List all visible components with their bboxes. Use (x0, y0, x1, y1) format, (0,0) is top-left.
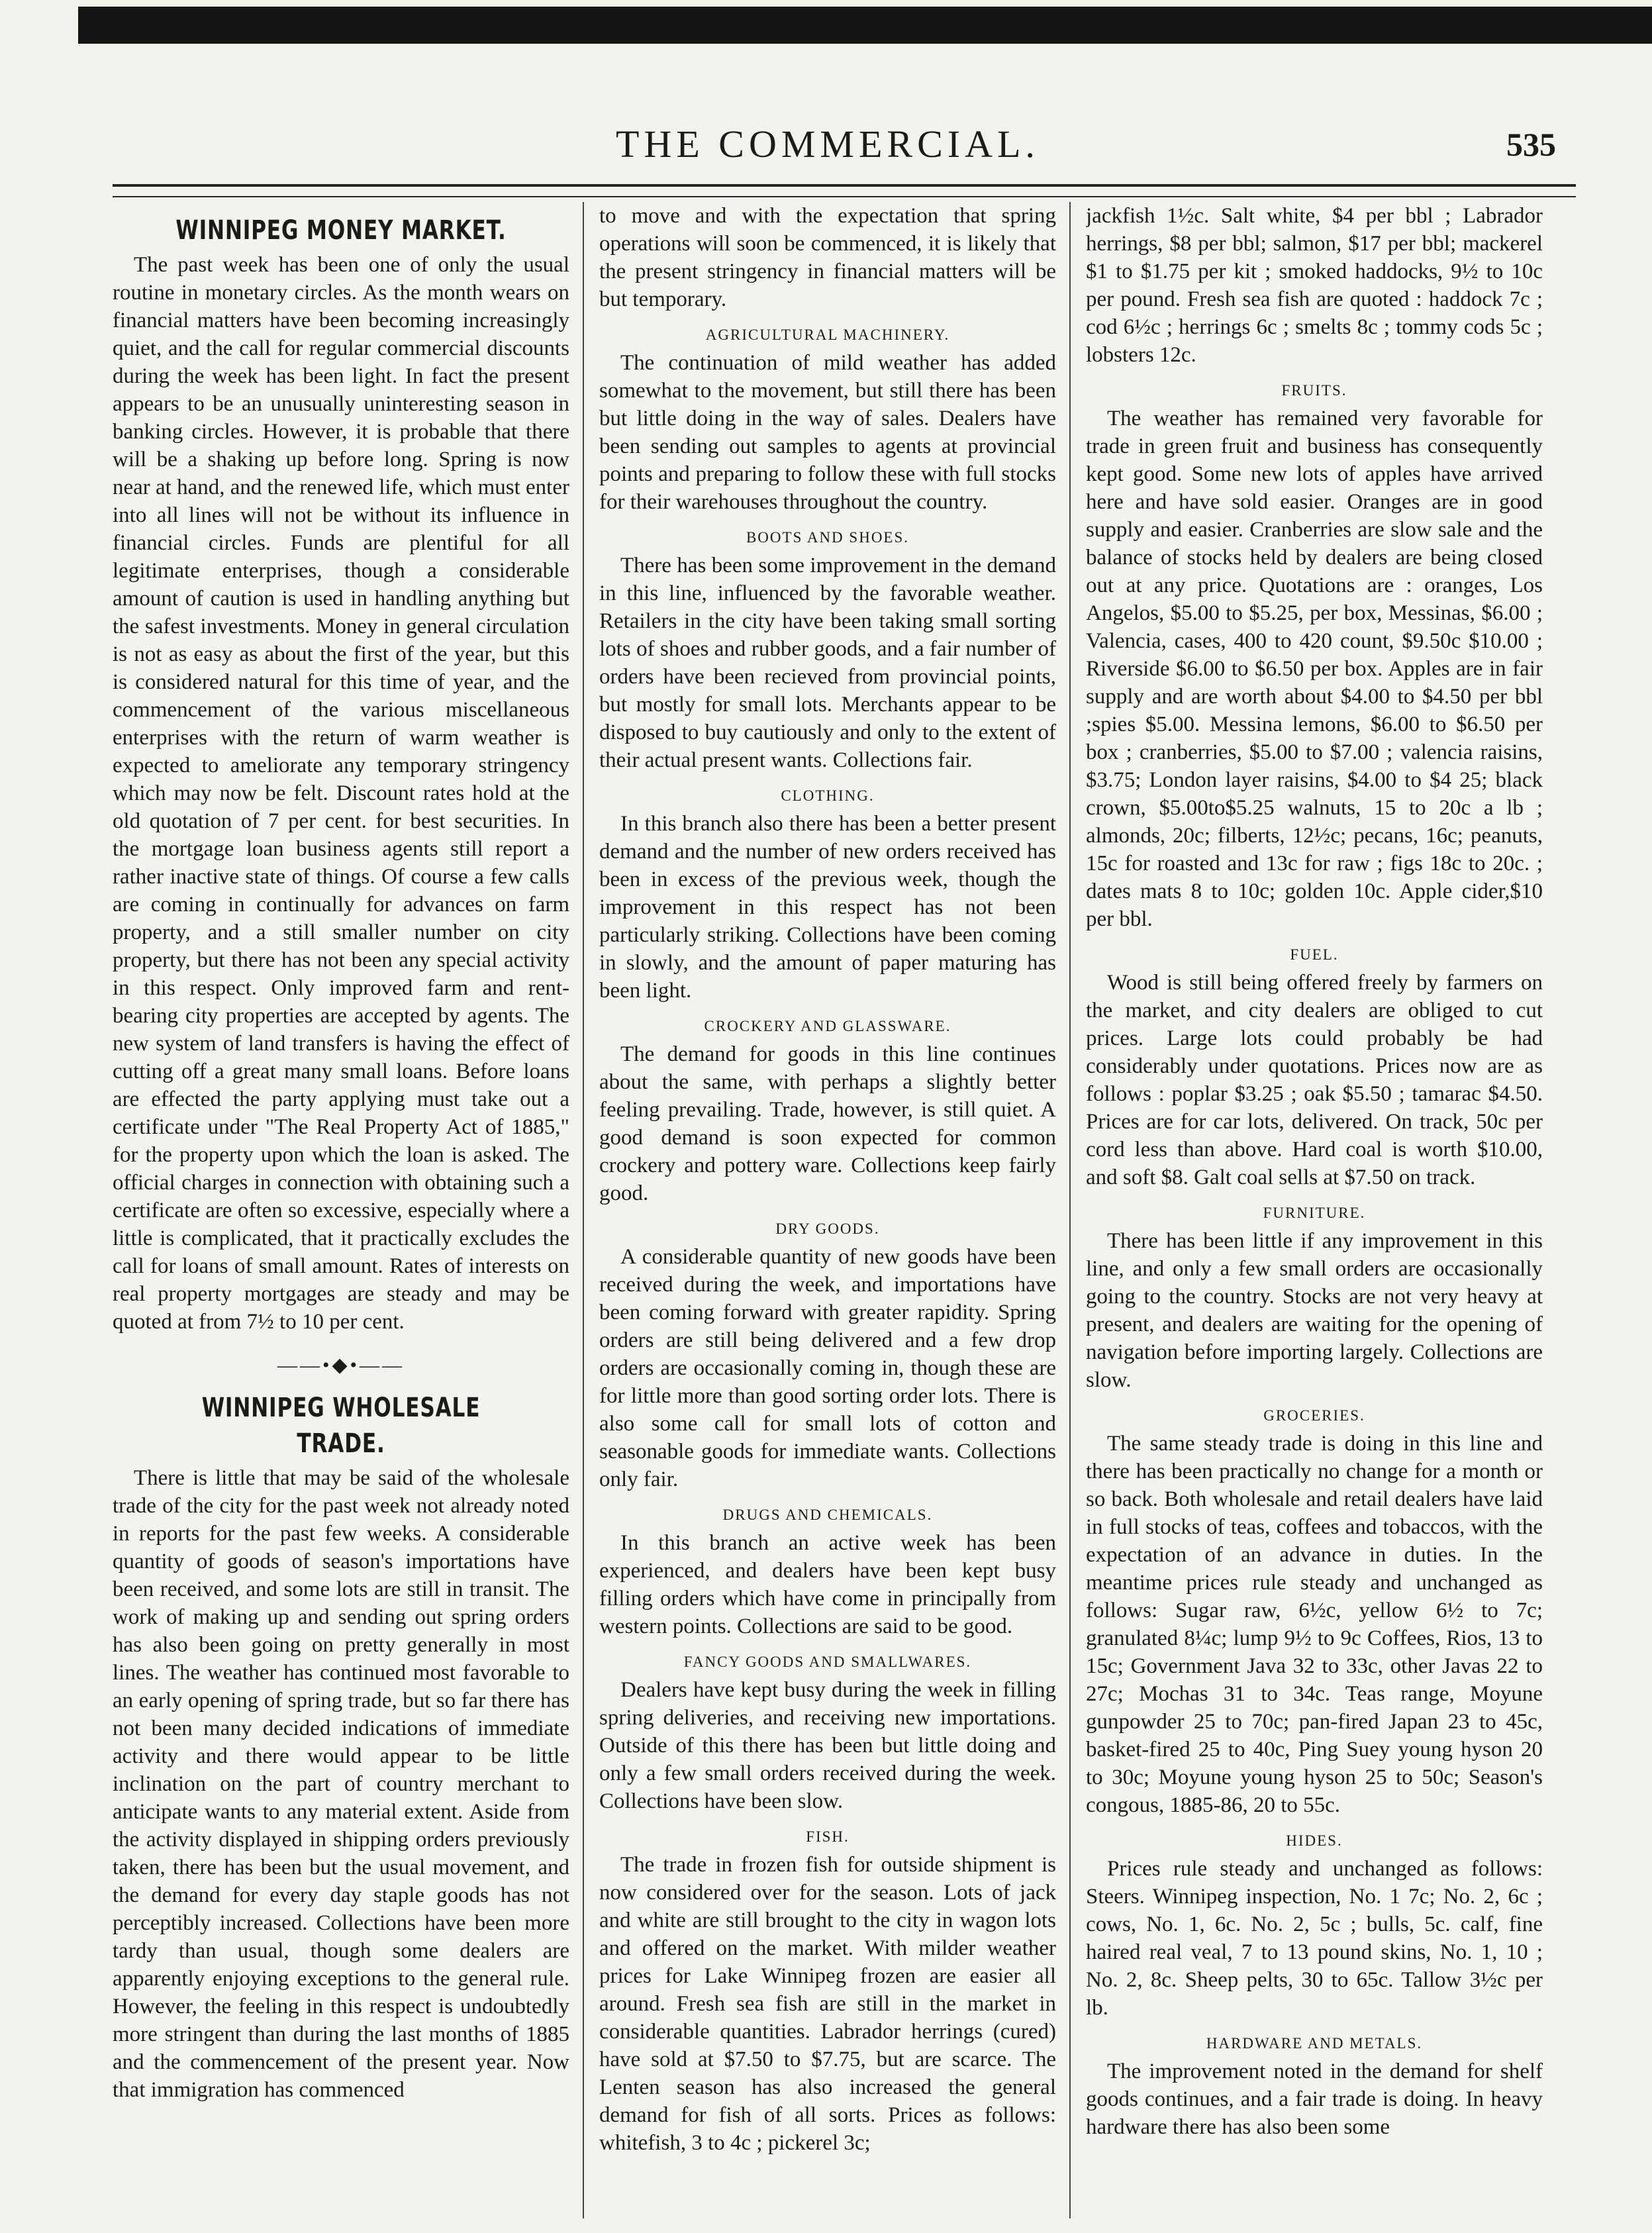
section-text-clothing: In this branch also there has been a better present demand and the number of new orders received has been in excess of the previous week, though the improvement in this respect has not been particularly striking. Collections have been coming in slowly, and the amount of paper maturing has been light. (599, 812, 1056, 1003)
continued-paragraph-fish: jackfish 1½c. Salt white, $4 per bbl ; Labrador herrings, $8 per bbl; salmon, $17 per bbl; mackerel $1 to $1.75 per kit ; smoked haddocks, 9½ to 10c per pound. Fresh sea fish are quoted : haddock 7c ; cod 6½c ; herrings 6c ; smelts 8c ; tommy cods 5c ; lobsters 12c. (1086, 204, 1543, 367)
column-1 (113, 202, 569, 2218)
section-heading-crockery: CROCKERY AND GLASSWARE. (704, 1018, 951, 1034)
section-heading-furniture: FURNITURE. (1263, 1205, 1366, 1221)
section-text-boots: There has been some improvement in the demand in this line, influenced by the favorable weather. Retailers in the city have been taking small sorting lots of shoes and rubber goods, and a fair number of orders have been recieved from provincial points, but mostly for small lots. Merchants appear to be disposed to buy cautiously and only to the extent of their actual present wants. Collections fair. (599, 554, 1056, 772)
column-divider (583, 202, 584, 2218)
section-text-crockery: The demand for goods in this line continues about the same, with perhaps a slightly better feeling prevailing. Trade, however, is still quiet. A good demand is soon expected for common crockery and pottery ware. Collections keep fairly good. (599, 1042, 1056, 1205)
section-heading-drugs: DRUGS AND CHEMICALS. (722, 1507, 933, 1523)
continued-paragraph: to move and with the expectation that spring operations will soon be commenced, it is likely that the present stringency in financial matters will be but temporary. (599, 204, 1056, 311)
section-text-fruits: The weather has remained very favorable for trade in green fruit and business has consequently kept good. Some new lots of apples have arrived here and have sold easier. Oranges are in good supply and easier. Cranberries are slow sale and the balance of stocks held by dealers are being closed out at any price. Quotations are : oranges, Los Angelos, $5.00 to $5.25, per box, Messinas, $6.00 ; Valencia, cases, 400 to 420 count, $9.50c $10.00 ; Riverside $6.00 to $6.50 per box. Apples are in fair supply and are worth about $4.00 to $4.50 per bbl ;spies $5.00. Messina lemons, $6.00 to $6.50 per box ; cranberries, $5.00 to $7.00 ; valencia raisins, $3.75; London layer raisins, $4.00 to $4 25; black crown, $5.00to$5.25 walnuts, 15 to 20c a lb ; almonds, 20c; filberts, 12½c; pecans, 16c; peanuts, 15c for roasted and 13c for raw ; figs 18c to 20c. ; dates mats 8 to 10c; golden 10c. Apple cider,$10 per bbl. (1086, 407, 1543, 931)
section-heading-hides: HIDES. (1286, 1832, 1343, 1849)
section-text-fuel: Wood is still being offered freely by farmers on the market, and city dealers are obliged to cut prices. Large lots could probably be had considerably under quotations. Prices now are as follows : poplar $3.25 ; oak $5.50 ; tamarac $4.50. Prices are for car lots, delivered. On track, 50c per cord less than above. Hard coal is worth $10.00, and soft $8. Galt coal sells at $7.50 on track. (1086, 971, 1543, 1189)
section-heading-boots: BOOTS AND SHOES. (746, 529, 910, 546)
page-header (99, 118, 1556, 171)
section-separator: ——•◆•—— (277, 1354, 405, 1376)
section-heading-agricultural: AGRICULTURAL MACHINERY. (705, 326, 950, 343)
section-heading-clothing: CLOTHING. (781, 787, 875, 804)
section-text-hardware: The improvement noted in the demand for shelf goods continues, and a fair trade is doing. In heavy hardware there has also been some (1086, 2059, 1543, 2139)
column-divider (1069, 202, 1071, 2218)
column-2 (599, 202, 1056, 2218)
section-heading-dry-goods: DRY GOODS. (775, 1220, 880, 1237)
section-heading-hardware: HARDWARE AND METALS. (1206, 2035, 1423, 2052)
top-border-bar (78, 7, 1652, 44)
section-text-dry-goods: A considerable quantity of new goods have been received during the week, and importations have been coming forward with greater rapidity. Spring orders are still being delivered and a few drop orders are occasionally coming in, though these are for little more than good sorting order lots. There is also some call for small lots of cotton and seasonable goods for immediate wants. Collections only fair. (599, 1245, 1056, 1491)
wholesale-trade-title: WINNIPEG WHOLESALE TRADE. (201, 1393, 481, 1459)
wholesale-trade-article: There is little that may be said of the wholesale trade of the city for the past week not already noted in reports for the past few weeks. A considerable quantity of goods of season's importations have been received, and some lots are still in transit. The work of making up and sending out spring orders has also been going on pretty generally in most lines. The weather has continued most favorable to an early opening of spring trade, but so far there has not been many decided indications of immediate activity and there would appear to be little inclination on the part of country merchant to anticipate wants to any material extent. Aside from the activity displayed in shipping orders previously taken, there has been but the usual movement, and the demand for every day staple goods has not perceptibly increased. Collections have been more tardy than usual, though some dealers are apparently enjoying exceptions to the general rule. However, the feeling in this respect is undoubtedly more stringent than during the last months of 1885 and the commencement of the present year. Now that immigration has commenced (113, 1466, 569, 2102)
column-3 (1086, 202, 1543, 2218)
header-rule-thin (113, 196, 1576, 197)
money-market-article: The past week has been one of only the usual routine in monetary circles. As the month wears on financial matters have been becoming increasingly quiet, and the call for regular commercial discounts during the week has been light. In fact the present appears to be an unusually uninteresting season in banking circles. However, it is probable that there will be a shaking up before long. Spring is now near at hand, and the renewed life, which must enter into all lines will not be without its influence in financial circles. Funds are plentiful for all legitimate enterprises, though a considerable amount of caution is used in handling anything but the safest investments. Money in general circulation is not as easy as about the first of the year, but this is considered natural for this time of year, and the commencement of the various miscellaneous enterprises with the return of warm weather is expected to ameliorate any temporary stringency which may now be felt. Discount rates hold at the old quotation of 7 per cent. for best securities. In the mortgage loan business agents still report a rather inactive state of things. Of course a few calls are coming in continually for advances on farm property, and a still smaller number on city property, but there has not been any special activity in this respect. Only improved farm and rent-bearing city properties are accepted by agents. The new system of land transfers is having the effect of cutting off a great many small loans. Before loans are effected the party applying must take out a certificate under "The Real Property Act of 1885," for the property upon which the loan is asked. The official charges in connection with obtaining such a certificate are often so excessive, especially where a little is complicated, that it practically excludes the call for loans of small amount. Rates of interests on real property mortgages are steady and may be quoted at from 7½ to 10 per cent. (113, 253, 569, 1334)
page-number: 535 (1506, 126, 1556, 163)
section-text-agricultural: The continuation of mild weather has added somewhat to the movement, but still there has been but little doing in the way of sales. Dealers have been sending out samples to agents at provincial points and preparing to follow these with full stocks for their warehouses throughout the country. (599, 351, 1056, 514)
section-text-groceries: The same steady trade is doing in this line and there has been practically no change for a month or so back. Both wholesale and retail dealers have laid in full stocks of teas, coffees and tobaccos, with the expectation of an advance in duties. In the meantime prices rule steady and unchanged as follows: Sugar raw, 6½c, yellow 6½ to 7c; granulated 8¼c; lump 9½ to 9c Coffees, Rios, 13 to 15c; Government Java 32 to 33c, other Javas 22 to 27c; Mochas 31 to 34c. Teas range, Moyune gunpowder 25 to 70c; pan-fired Japan 23 to 45c, basket-fired 25 to 40c, Ping Suey young hyson 20 to 30c; Moyune young hyson 25 to 50c; Season's congous, 1885-86, 20 to 55c. (1086, 1432, 1543, 1817)
masthead: THE COMMERCIAL. (616, 123, 1040, 166)
section-text-furniture: There has been little if any improvement in this line, and only a few small orders are occasionally going to the country. Stocks are not very heavy at present, and dealers are waiting for the opening of navigation before importing largely. Collections are slow. (1086, 1229, 1543, 1392)
section-text-drugs: In this branch an active week has been experienced, and dealers have been kept busy filling orders which have come in principally from western points. Collections are said to be good. (599, 1531, 1056, 1638)
section-heading-fish: FISH. (806, 1828, 850, 1845)
money-market-title: WINNIPEG MONEY MARKET. (175, 215, 507, 246)
section-text-fish: The trade in frozen fish for outside shipment is now considered over for the season. Lots of jack and white are still brought to the city in wagon lots and offered on the market. With milder weather prices for Lake Winnipeg frozen are easier all around. Fresh sea fish are still in the market in considerable quantities. Labrador herrings (cured) have sold at $7.50 to $7.75, but are scarce. The Lenten season has also increased the general demand for fish of all sorts. Prices as follows: whitefish, 3 to 4c ; pickerel 3c; (599, 1853, 1056, 2155)
section-heading-fancy-goods: FANCY GOODS AND SMALLWARES. (683, 1654, 972, 1670)
header-rule (113, 184, 1576, 187)
section-text-fancy-goods: Dealers have kept busy during the week in filling spring deliveries, and receiving new importations. Outside of this there has been but little doing and only a few small orders received during the week. Collections have been slow. (599, 1678, 1056, 1813)
section-heading-fruits: FRUITS. (1281, 382, 1347, 399)
section-heading-groceries: GROCERIES. (1263, 1407, 1365, 1424)
section-text-hides: Prices rule steady and unchanged as follows: Steers. Winnipeg inspection, No. 1 7c; No. 2, 6c ; cows, No. 1, 6c. No. 2, 5c ; bulls, 5c. calf, fine haired real veal, 7 to 13 pound skins, No. 1, 10 ; No. 2, 8c. Sheep pelts, 30 to 65c. Tallow 3½c per lb. (1086, 1857, 1543, 2020)
section-heading-fuel: FUEL. (1290, 946, 1339, 963)
